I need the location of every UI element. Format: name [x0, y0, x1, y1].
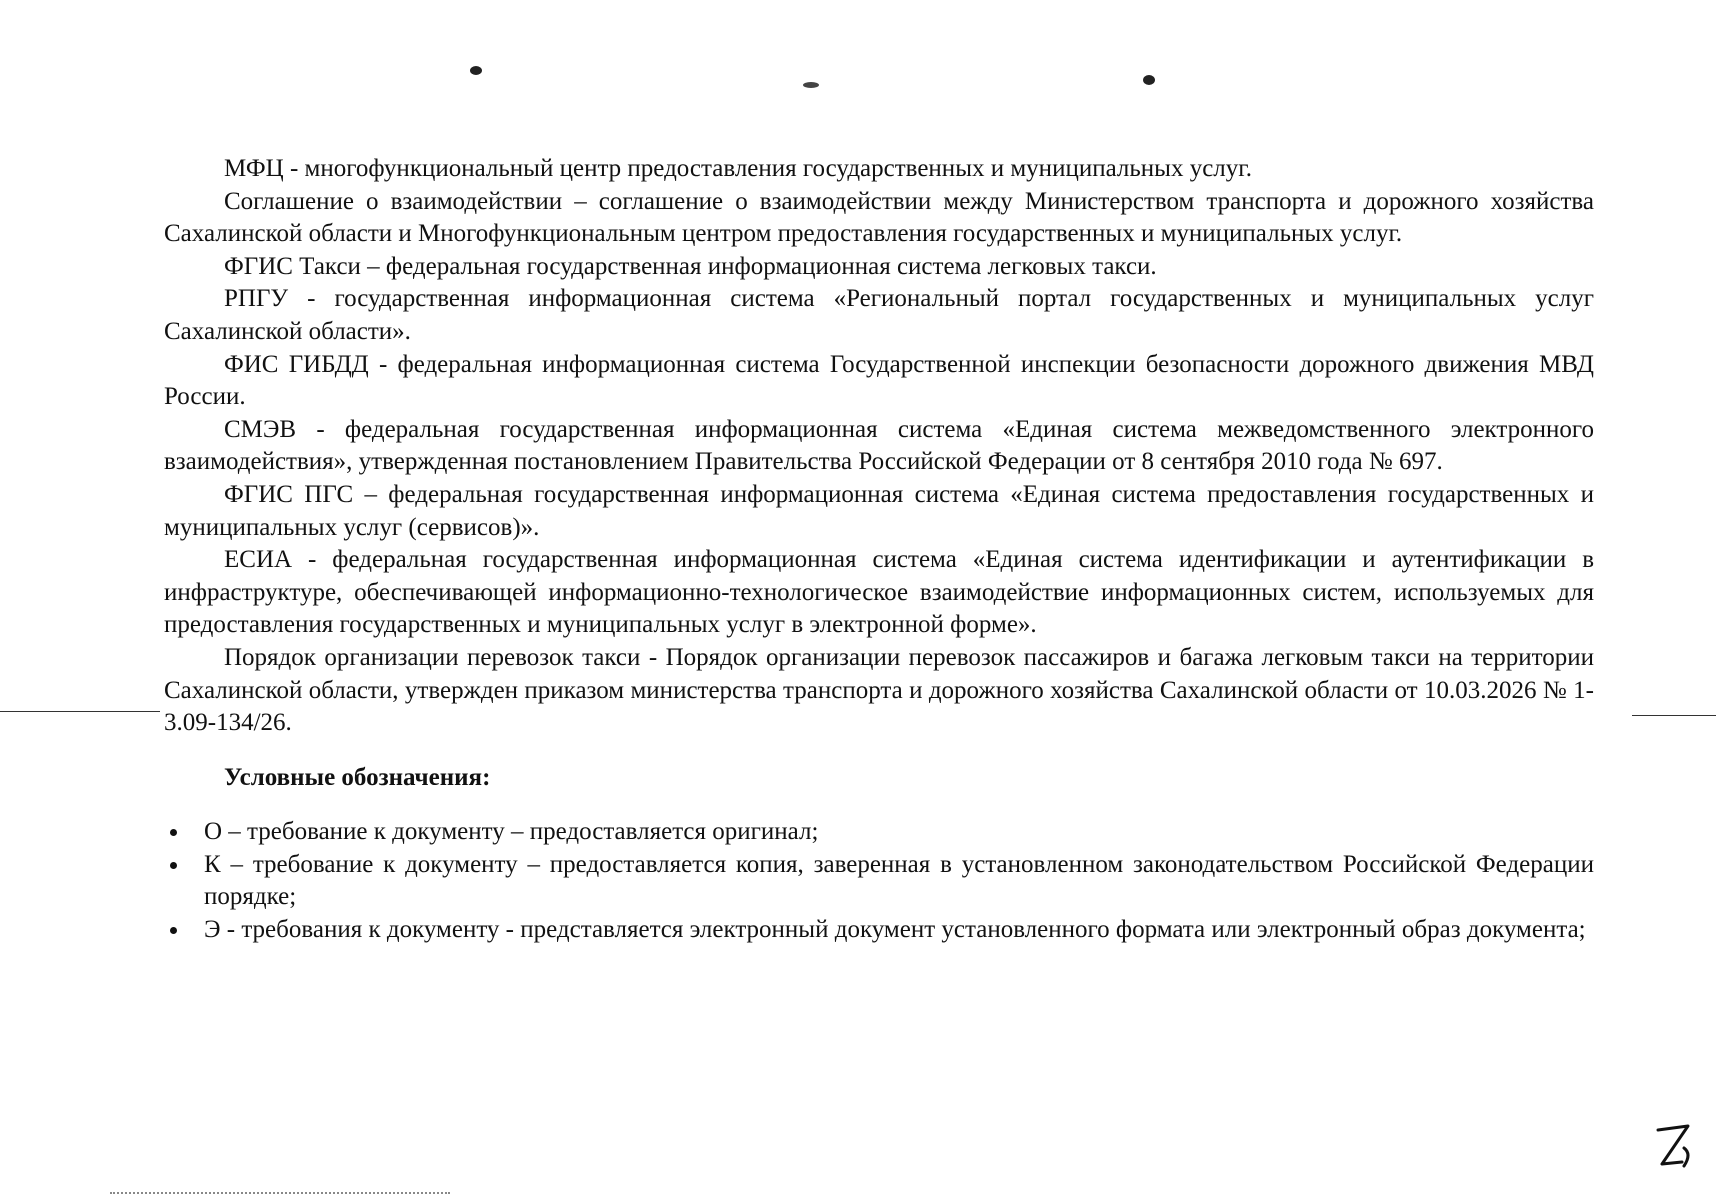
definition-esia: ЕСИА - федеральная государственная информационная система «Единая система идентификации и аутентификации в инфраструктуре, обеспечивающей информационно-технологическое взаимодействие информационных систем, используемых для предоставления государственных и муниципальных услуг в электронной форме». — [164, 546, 1594, 639]
legend-heading: Условные обозначения: — [224, 763, 491, 791]
definition-smev: СМЭВ - федеральная государственная информационная система «Единая система межведомственного электронного взаимодействия», утвержденная постановлением Правительства Российской Федерации от 8 сентября 2010 года № 697. — [164, 415, 1594, 476]
legend-list — [164, 816, 1594, 946]
scan-speck — [803, 82, 819, 88]
scan-line — [0, 711, 160, 712]
definition-taxi-order: Порядок организации перевозок такси - Порядок организации перевозок пассажиров и багажа легковым такси на территории Сахалинской области, утвержден приказом министерства транспорта и дорожного хозяйства Сахалинской области от 10.03.2026 № 1-3.09-134/26. — [164, 643, 1594, 737]
definition-fis-gibdd: ФИС ГИБДД - федеральная информационная система Государственной инспекции безопасности дорожного движения МВД России. — [164, 350, 1594, 411]
definition-rpgu: РПГУ - государственная информационная система «Региональный портал государственных и муниципальных услуг Сахалинской области». — [164, 285, 1594, 345]
definition-fgis-pgs: ФГИС ПГС – федеральная государственная информационная система «Единая система предоставления государственных и муниципальных услуг (сервисов)». — [164, 480, 1594, 541]
legend-item-electronic: Э - требования к документу - представляется электронный документ установленного формата или электронный образ документа; — [164, 914, 1594, 947]
handwritten-page-mark-icon — [1654, 1124, 1694, 1170]
scan-line — [1632, 715, 1716, 716]
definition-agreement: Соглашение о взаимодействии – соглашение о взаимодействии между Министерством транспорта и дорожного хозяйства Сахалинской области и Многофункциональным центром предоставления государственных и муниципальных услуг. — [164, 187, 1594, 248]
legend-item-original: О – требование к документу – предоставляется оригинал; — [164, 816, 1594, 849]
legend-item-copy: К – требование к документу – предоставляется копия, заверенная в установленном законодательством Российской Федерации порядке; — [164, 849, 1594, 914]
scan-speck — [1143, 75, 1155, 85]
scan-speck — [470, 66, 482, 75]
scan-dotted-line — [110, 1192, 450, 1194]
document-page — [164, 153, 1594, 947]
definition-mfc: МФЦ - многофункциональный центр предоставления государственных и муниципальных услуг. — [224, 155, 1252, 182]
definition-fgis-taxi: ФГИС Такси – федеральная государственная информационная система легковых такси. — [224, 252, 1157, 280]
